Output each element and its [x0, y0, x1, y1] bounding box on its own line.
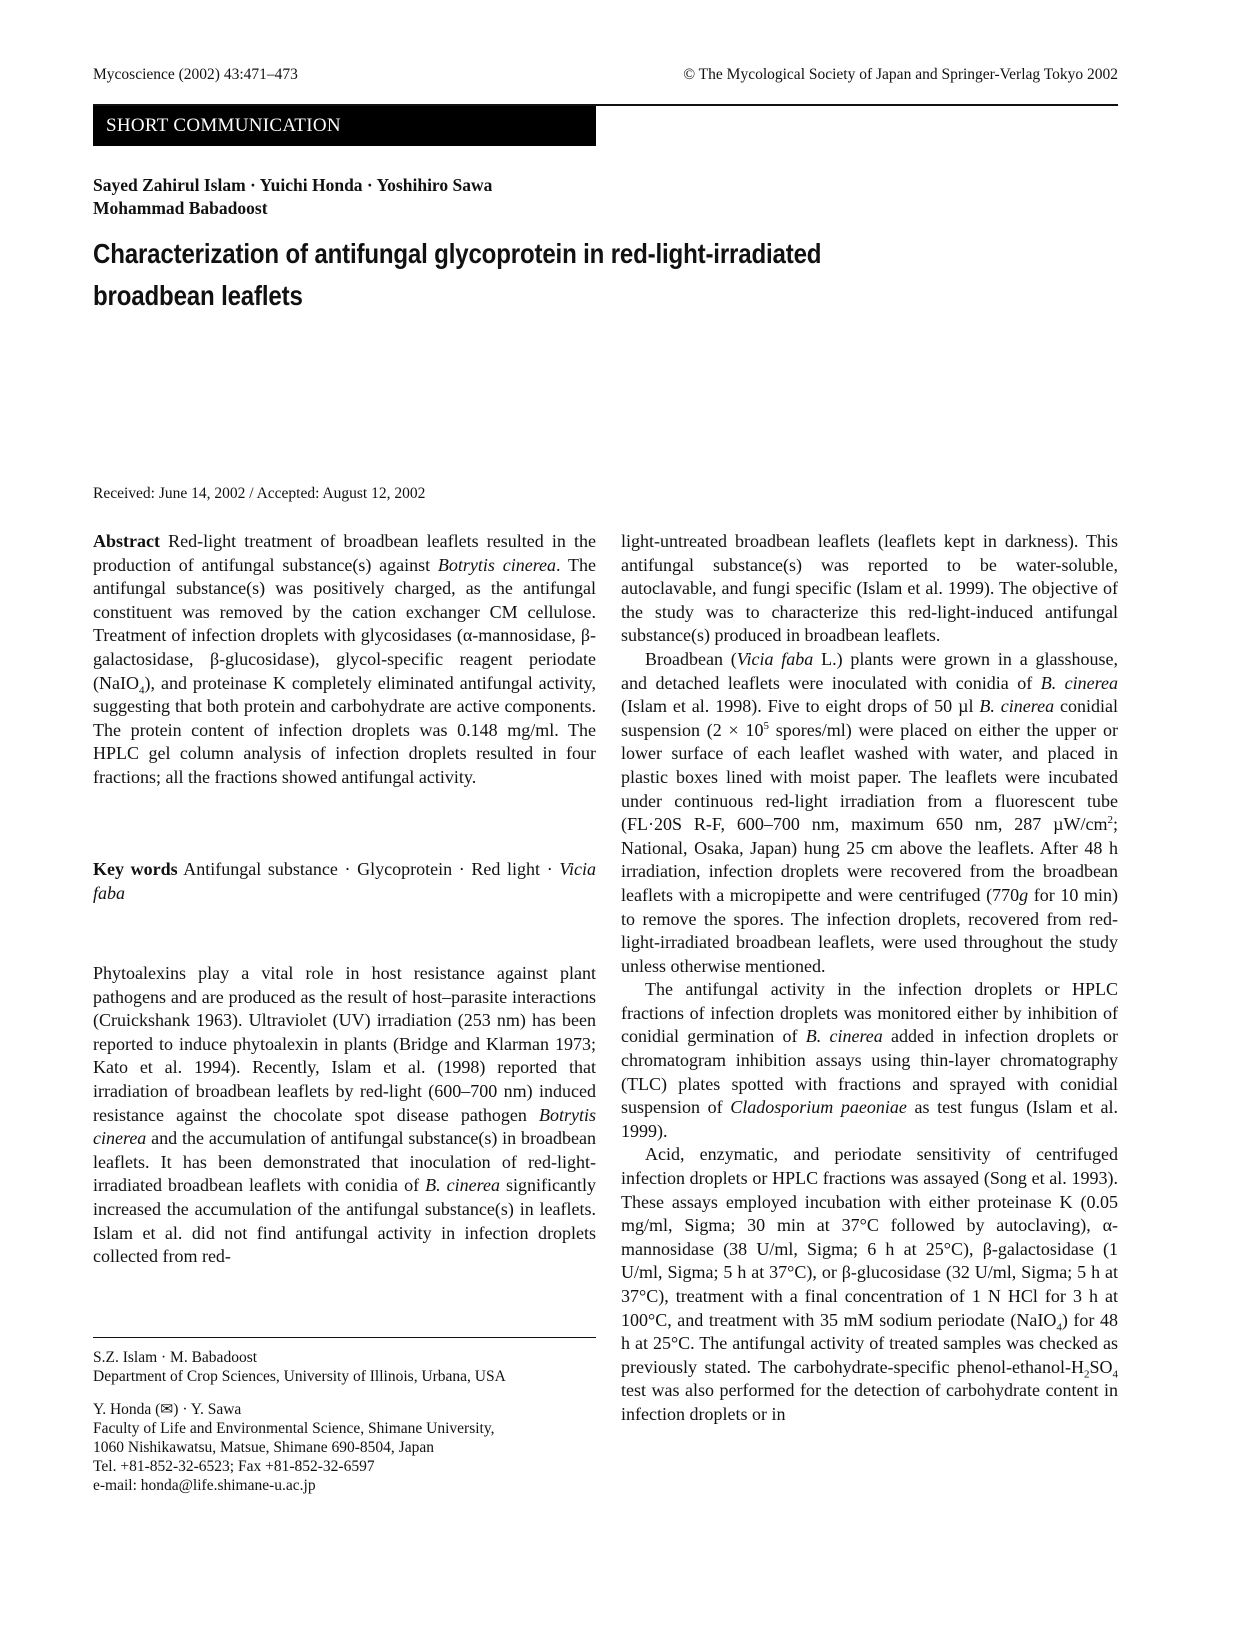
- journal-citation: Mycoscience (2002) 43:471–473: [93, 66, 298, 83]
- affiliation-1-names: S.Z. Islam · M. Babadoost: [93, 1349, 258, 1366]
- authors-line-2: Mohammad Babadoost: [93, 198, 268, 218]
- intro-species-2: B. cinerea: [425, 1175, 500, 1196]
- p2-g-unit: g: [1019, 884, 1029, 905]
- paragraph-methods-plants: [621, 648, 1118, 978]
- intro-text-3: significantly increased the accumulation of the antifungal substance(s) in leaflets. Islam et al. did not find antifungal activity in infection droplets collected from red-: [93, 1175, 596, 1267]
- abstract-text-1: Red-light treatment of broadbean leaflets resulted in the production of antifungal substance(s) against: [93, 531, 596, 575]
- p2-species-1: Vicia faba: [736, 648, 814, 669]
- intro-text-1: Phytoalexins play a vital role in host resistance against plant pathogens and are produced as the result of host–parasite interactions (Cruickshank 1963). Ultraviolet (UV) irradiation (253 nm) has been reported to induce phytoalexin in plants (Bridge and Klarman 1973; Kato et al. 1994). Recently, Islam et al. (1998) reported that irradiation of broadbean leaflets by red-light (600–700 nm) induced resistance against the chocolate spot disease pathogen: [93, 963, 596, 1125]
- intro-text-2: and the accumulation of antifungal substance(s) in broadbean leaflets. It has been demonstrated that inoculation of red-light-irradiated broadbean leaflets with conidia of: [93, 1128, 596, 1196]
- right-column: [621, 530, 1118, 1427]
- abstract-subscript: 4: [138, 684, 145, 697]
- affiliation-2-email: e-mail: honda@life.shimane-u.ac.jp: [93, 1477, 316, 1494]
- affiliation-1: [93, 1348, 506, 1386]
- banner-label: SHORT COMMUNICATION: [106, 115, 341, 136]
- p2-text-d: conidial suspension (2 × 10: [621, 696, 1118, 740]
- p2-species-3: B. cinerea: [979, 696, 1055, 717]
- title-line-2: broadbean leaflets: [93, 280, 303, 311]
- intro-species-1: Botrytis cinerea: [93, 1104, 596, 1149]
- footnote-rule: [93, 1337, 596, 1338]
- affiliation-2-faculty: Faculty of Life and Environmental Science, Shimane University,: [93, 1420, 495, 1437]
- p4-sub-3: 4: [1112, 1368, 1118, 1381]
- abstract-text-3: ), and proteinase K completely eliminated antifungal activity, suggesting that both protein and carbohydrate are active components. The protein content of infection droplets was 0.148 mg/ml. The HPLC gel column analysis of infection droplets resulted in four fractions; all the fractions showed antifungal activity.: [93, 672, 596, 787]
- affiliation-2-names: Y. Honda (✉) · Y. Sawa: [93, 1401, 242, 1418]
- abstract-species: Botrytis cinerea: [437, 554, 557, 575]
- abstract: [93, 530, 596, 790]
- section-banner: [93, 106, 596, 146]
- authors-line-1: Sayed Zahirul Islam · Yuichi Honda · Yoshihiro Sawa: [93, 175, 493, 195]
- p3-species-1: B. cinerea: [805, 1026, 883, 1047]
- abstract-label: Abstract: [93, 531, 160, 551]
- copyright-notice: © The Mycological Society of Japan and Springer-Verlag Tokyo 2002: [683, 66, 1118, 83]
- p4-text-c: SO: [1089, 1356, 1113, 1377]
- p4-text-d: test was also performed for the detection of carbohydrate content in infection droplets or in: [621, 1380, 1118, 1424]
- keywords-species: Vicia faba: [93, 859, 596, 903]
- keywords: [93, 858, 596, 905]
- p2-text-a: Broadbean (: [645, 648, 737, 669]
- affiliation-2-phone: Tel. +81-852-32-6523; Fax +81-852-32-6597: [93, 1458, 375, 1475]
- p2-sup-2: 2: [1107, 814, 1113, 827]
- p3-species-2: Cladosporium paeoniae: [730, 1097, 907, 1118]
- p4-sub-2: 2: [1083, 1368, 1090, 1381]
- p2-sup-1: 5: [763, 719, 769, 732]
- p2-text-e: spores/ml) were placed on either the upper or lower surface of each leaflet washed with water, and placed in plastic boxes lined with moist paper. The leaflets were incubated under continuous red-light irradiation from a fluorescent tube (FL·20S R-F, 600–700 nm, maximum 650 nm, 287 µW/cm: [621, 719, 1119, 835]
- p2-text-c: (Islam et al. 1998). Five to eight drops of 50 µl: [621, 696, 980, 717]
- p4-sub-1: 4: [1056, 1321, 1062, 1334]
- paragraph-activity-assay: [621, 978, 1118, 1143]
- title-line-1: Characterization of antifungal glycoprotein in red-light-irradiated: [93, 238, 822, 269]
- p2-text-h: for 10 min) to remove the spores. The infection droplets, recovered from red-light-irradiated broadbean leaflets, were used throughout the study unless otherwise mentioned.: [621, 884, 1119, 976]
- keywords-label: Key words: [93, 859, 178, 879]
- p2-text-b: L.) plants were grown in a glasshouse, and detached leaflets were inoculated with conidia of: [621, 648, 1119, 693]
- keywords-text: Antifungal substance · Glycoprotein · Red light ·: [177, 859, 560, 879]
- p3-text-a: The antifungal activity in the infection droplets or HPLC fractions of infection droplets was monitored either by inhibition of conidial germination of: [621, 979, 1118, 1047]
- p2-species-2: B. cinerea: [1040, 672, 1118, 693]
- p3-text-c: as test fungus (Islam et al. 1999).: [621, 1097, 1119, 1141]
- affiliation-1-dept: Department of Crop Sciences, University of Illinois, Urbana, USA: [93, 1368, 506, 1385]
- p4-text-a: Acid, enzymatic, and periodate sensitivity of centrifuged infection droplets or HPLC fractions was assayed (Song et al. 1993). These assays employed incubation with either proteinase K (0.05 mg/ml, Sigma; 30 min at 37°C followed by autoclaving), α-mannosidase (38 U/ml, Sigma; 6 h at 25°C), β-galactosidase (1 U/ml, Sigma; 5 h at 37°C), or β-glucosidase (32 U/ml, Sigma; 5 h at 37°C), treatment with a final concentration of 1 N HCl for 3 h at 100°C, and treatment with 35 mM sodium periodate (NaIO: [621, 1144, 1118, 1330]
- affiliation-2-address: 1060 Nishikawatsu, Matsue, Shimane 690-8504, Japan: [93, 1439, 434, 1456]
- paragraph-sensitivity-assay: [621, 1143, 1118, 1426]
- p2-text-f: ; National, Osaka, Japan) hung 25 cm above the leaflets. After 48 h irradiation, infection droplets were recovered from the broadbean leaflets with a micropipette and were centrifuged (770: [621, 814, 1118, 905]
- paragraph-objective: light-untreated broadbean leaflets (leaflets kept in darkness). This antifungal substance(s) was reported to be water-soluble, autoclavable, and fungi specific (Islam et al. 1999). The objective of the study was to characterize this red-light-induced antifungal substance(s) produced in broadbean leaflets.: [621, 531, 1118, 646]
- abstract-text-2: . The antifungal substance(s) was positively charged, as the antifungal constituent was removed by the cation exchanger CM cellulose. Treatment of infection droplets with glycosidases (α-mannosidase, β-galactosidase, β-glucosidase), glycol-specific reagent periodate (NaIO: [93, 554, 596, 693]
- article-title: [93, 233, 867, 317]
- affiliation-2: [93, 1400, 494, 1495]
- received-dates: Received: June 14, 2002 / Accepted: August 12, 2002: [93, 485, 426, 502]
- introduction-paragraph: [93, 962, 596, 1269]
- author-list: [93, 174, 492, 220]
- p3-text-b: added in infection droplets or chromatogram inhibition assays using thin-layer chromatography (TLC) plates spotted with fractions and sprayed with conidial suspension of: [621, 1026, 1118, 1118]
- p4-text-b: ) for 48 h at 25°C. The antifungal activity of treated samples was checked as previously stated. The carbohydrate-specific phenol-ethanol-H: [621, 1309, 1118, 1377]
